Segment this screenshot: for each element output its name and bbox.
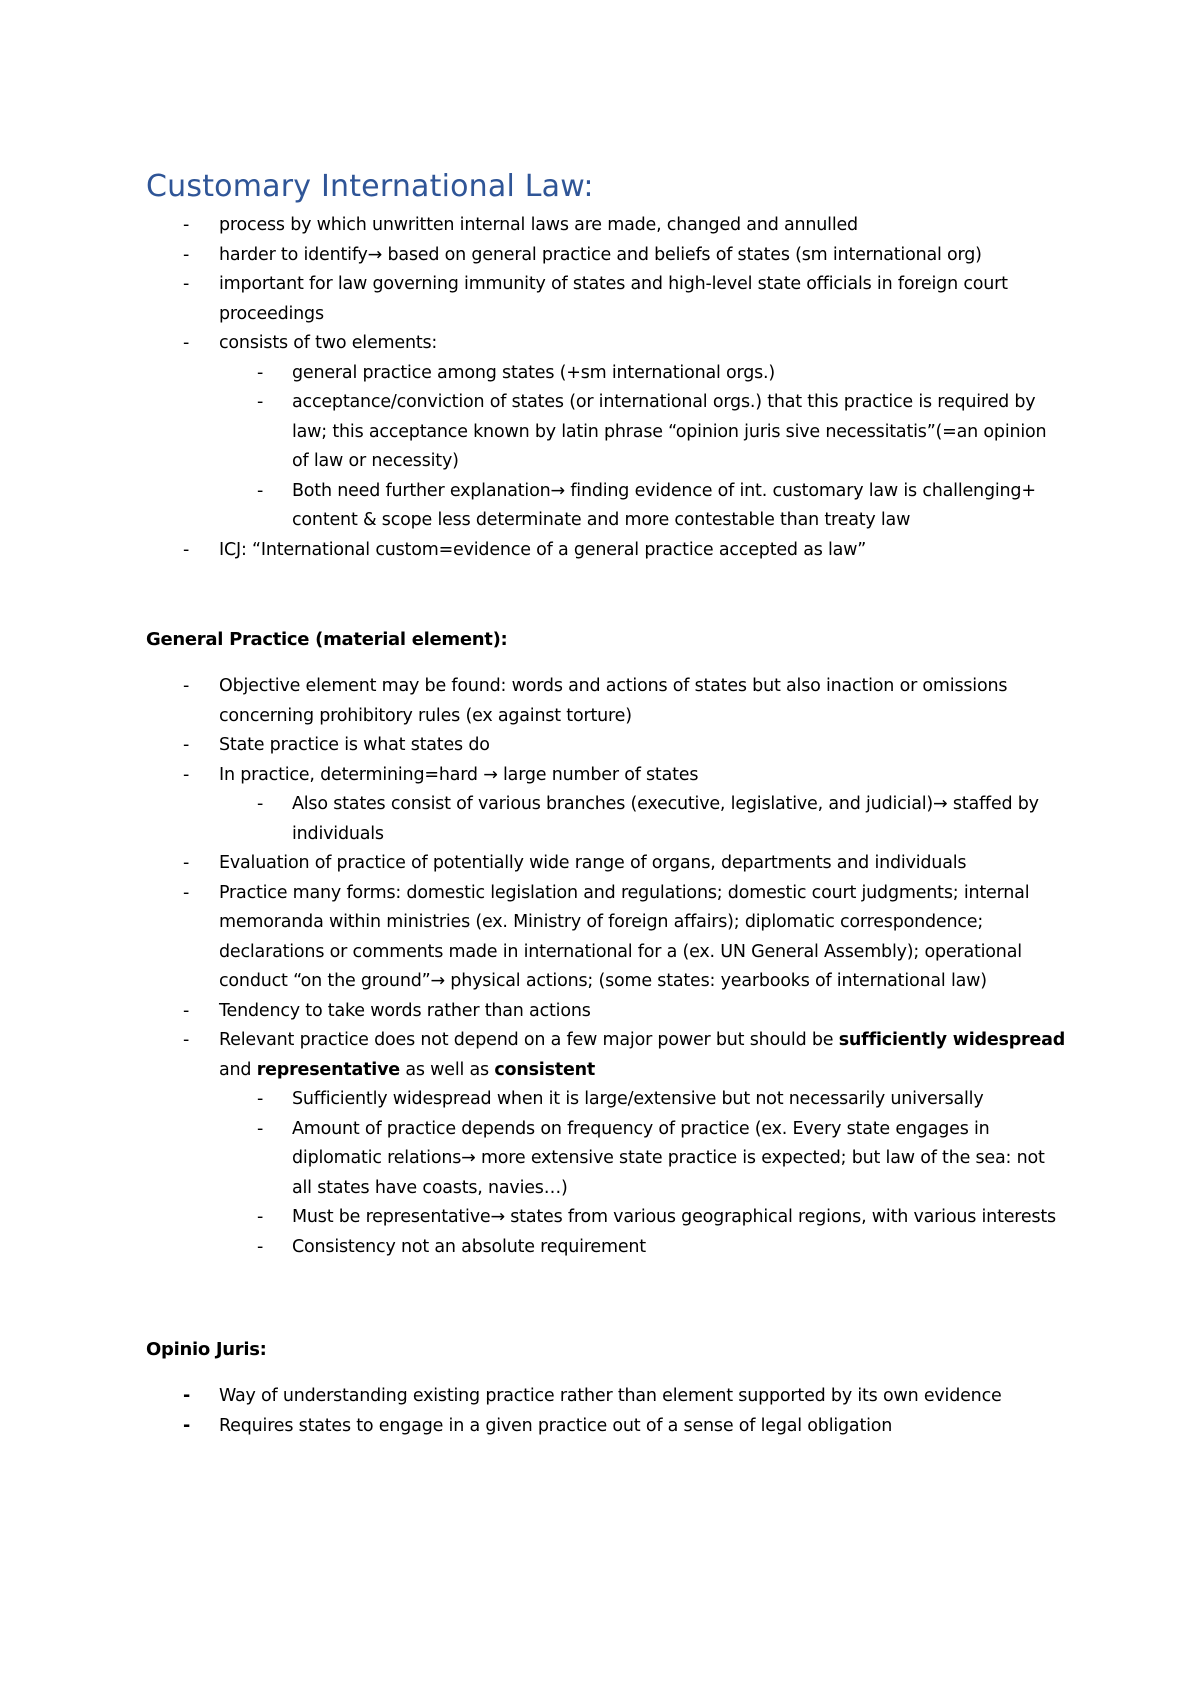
section-heading-opinio-juris: Opinio Juris: bbox=[146, 1339, 267, 1360]
bullet-dash: - bbox=[183, 1386, 191, 1406]
list-item: - important for law governing immunity of states and high-level state officials in foreign court proceedings bbox=[0, 270, 1069, 329]
page-title: Customary International Law: bbox=[146, 169, 594, 204]
bullet-dash: - bbox=[183, 244, 190, 265]
list-item: - ICJ: “International custom=evidence of a general practice accepted as law” bbox=[0, 536, 1069, 566]
list-item: - In practice, determining=hard → large number of states bbox=[0, 761, 1069, 791]
list-item: - Objective element may be found: words and actions of states but also inaction or omissions concerning prohibitory rules (ex against torture) bbox=[0, 672, 1069, 731]
bullet-dash: - bbox=[257, 1089, 264, 1109]
emphasis-sufficiently-widespread: sufficiently widespread bbox=[838, 1030, 1066, 1050]
list-item: - Tendency to take words rather than actions bbox=[0, 997, 1069, 1027]
bullet-dash: - bbox=[257, 1236, 264, 1257]
sub-list-item: - Also states consist of various branches (executive, legislative, and judicial)→ staffed by individuals bbox=[0, 790, 1062, 849]
bullet-dash: - bbox=[183, 676, 190, 696]
bullet-dash: - bbox=[183, 764, 190, 785]
bullet-dash: - bbox=[183, 882, 190, 903]
list-item: - Requires states to engage in a given practice out of a sense of legal obligation bbox=[0, 1412, 1069, 1442]
bullet-dash: - bbox=[183, 215, 190, 235]
intro-list bbox=[0, 211, 1200, 565]
section-heading-general-practice: General Practice (material element): bbox=[146, 629, 508, 650]
emphasis-consistent: consistent bbox=[494, 1059, 596, 1080]
list-item: - Practice many forms: domestic legislation and regulations; domestic court judgments; internal memoranda within ministries (ex. Ministry of foreign affairs); diplomatic correspondence; declarations or comments made in international for a (ex. UN General Assembly); operational conduct “on the ground”→ physical actions; (some states: yearbooks of international law) bbox=[0, 879, 1069, 997]
list-item: - Evaluation of practice of potentially wide range of organs, departments and individuals bbox=[0, 849, 1069, 879]
bullet-dash: - bbox=[183, 274, 190, 294]
bullet-dash: - bbox=[257, 1207, 264, 1227]
list-item: - State practice is what states do bbox=[0, 731, 1069, 761]
sub-list-item: - Must be representative→ states from various geographical regions, with various interests bbox=[0, 1203, 1062, 1233]
opinio-juris-list bbox=[0, 1382, 1200, 1441]
general-practice-list bbox=[0, 672, 1200, 1262]
bullet-dash: - bbox=[257, 480, 264, 501]
bullet-dash: - bbox=[183, 1000, 190, 1021]
bullet-dash: - bbox=[257, 794, 264, 814]
emphasis-representative: representative bbox=[256, 1059, 400, 1080]
bullet-dash: - bbox=[183, 539, 190, 560]
bullet-dash: - bbox=[257, 1118, 264, 1139]
sub-list-item: - Amount of practice depends on frequency of practice (ex. Every state engages in diplomatic relations→ more extensive state practice is expected; but law of the sea: not all states have coasts, navies…) bbox=[0, 1115, 1062, 1204]
bullet-dash: - bbox=[183, 1030, 190, 1050]
bullet-dash: - bbox=[183, 853, 190, 873]
bullet-dash: - bbox=[183, 333, 190, 353]
bullet-dash: - bbox=[257, 392, 264, 412]
list-item: - consists of two elements: bbox=[0, 329, 1069, 359]
sub-list-item: - acceptance/conviction of states (or international orgs.) that this practice is required by law; this acceptance known by latin phrase “opinion juris sive necessitatis”(=an opinion of law or necessity) bbox=[0, 388, 1062, 477]
sub-list-item: - Both need further explanation→ finding evidence of int. customary law is challenging+ content & scope less determinate and more contestable than treaty law bbox=[0, 477, 1062, 536]
sub-list-item: - Sufficiently widespread when it is large/extensive but not necessarily universally bbox=[0, 1085, 1062, 1115]
bullet-dash: - bbox=[183, 735, 190, 755]
sub-list-item: - Consistency not an absolute requirement bbox=[0, 1233, 1062, 1263]
list-item-relevant-practice: - Relevant practice does not depend on a few major power but should be sufficiently widespread and representative as well as consistent bbox=[0, 1026, 1069, 1085]
sub-list-item: - general practice among states (+sm international orgs.) bbox=[0, 359, 1062, 389]
list-item: - Way of understanding existing practice rather than element supported by its own evidence bbox=[0, 1382, 1069, 1412]
list-item: - harder to identify→ based on general practice and beliefs of states (sm international org) bbox=[0, 241, 1069, 271]
bullet-dash: - bbox=[183, 1415, 191, 1436]
bullet-dash: - bbox=[257, 362, 264, 383]
list-item: - process by which unwritten internal laws are made, changed and annulled bbox=[0, 211, 1069, 241]
